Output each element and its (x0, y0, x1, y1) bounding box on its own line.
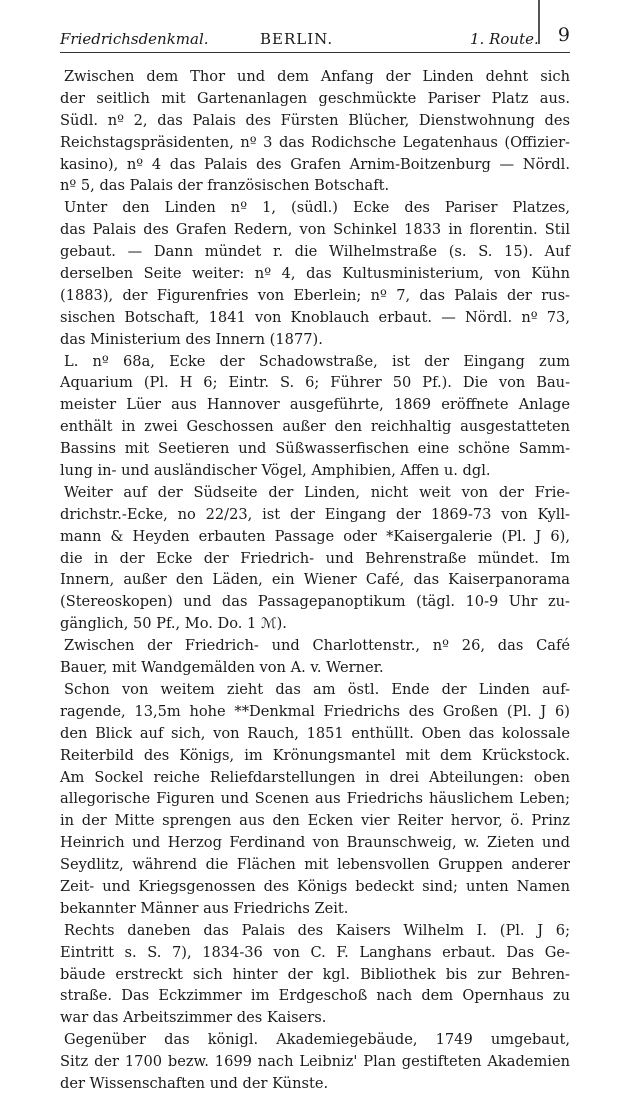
text-line: ragende, 13,5m hohe **Denkmal Friedrichs des Großen (Pl. J 6) (60, 702, 570, 720)
text-line: sischen Botschaft, 1841 von Knoblauch erbaut. — Nördl. nº 73, (60, 308, 570, 326)
text-line: Eintritt s. S. 7), 1834-36 von C. F. Langhans erbaut. Das Ge- (60, 943, 570, 961)
text-line: der Wissenschaften und der Künste. (60, 1074, 329, 1092)
text-line: Heinrich und Herzog Ferdinand von Braunschweig, w. Zieten und (60, 834, 570, 852)
text-line: Bauer, mit Wandgemälden von A. v. Werner. (60, 659, 384, 677)
text-line: bäude erstreckt sich hinter der kgl. Bibliothek bis zur Behren- (60, 965, 570, 983)
text-line: den Blick auf sich, von Rauch, 1851 enthüllt. Oben das kolossale (60, 724, 570, 742)
text-line: Unter den Linden nº 1, (südl.) Ecke des Pariser Platzes, (64, 199, 570, 217)
text-line: Weiter auf der Südseite der Linden, nicht weit von der Frie- (64, 483, 570, 501)
header-route: 1. Route. (470, 30, 539, 48)
text-line: gebaut. — Dann mündet r. die Wilhelmstraße (s. S. 15). Auf (60, 243, 570, 261)
text-line: kasino), nº 4 das Palais des Grafen Arnim-Boitzenburg — Nördl. (60, 155, 570, 173)
text-line: drichstr.-Ecke, no 22/23, ist der Eingang der 1869-73 von Kyll- (60, 505, 570, 523)
text-line: gänglich, 50 Pf., Mo. Do. 1 ℳ). (60, 615, 287, 633)
text-line: straße. Das Eckzimmer im Erdgeschoß nach dem Opernhaus zu (60, 987, 570, 1005)
text-line: Am Sockel reiche Reliefdarstellungen in drei Abteilungen: oben (60, 768, 570, 786)
text-line: meister Lüer aus Hannover ausgeführte, 1869 eröffnete Anlage (60, 396, 570, 414)
text-line: der seitlich mit Gartenanlagen geschmückte Pariser Platz aus. (60, 89, 570, 107)
running-header (60, 24, 570, 53)
text-line: die in der Ecke der Friedrich- und Behrenstraße mündet. Im (60, 549, 570, 567)
text-line: lung in- und ausländischer Vögel, Amphibien, Affen u. dgl. (60, 462, 491, 480)
text-line: Südl. nº 2, das Palais des Fürsten Blücher, Dienstwohnung des (60, 111, 570, 129)
page-body-text (60, 66, 570, 1095)
text-line: derselben Seite weiter: nº 4, das Kultusministerium, von Kühn (60, 265, 570, 283)
text-line: das Ministerium des Innern (1877). (60, 330, 323, 348)
text-line: Reichstagspräsidenten, nº 3 das Rodichsche Legatenhaus (Offizier- (60, 133, 570, 151)
text-line: Aquarium (Pl. H 6; Eintr. S. 6; Führer 50 Pf.). Die von Bau- (60, 374, 570, 392)
text-line: L. nº 68a, Ecke der Schadowstraße, ist der Eingang zum (64, 352, 570, 370)
text-line: Rechts daneben das Palais des Kaisers Wilhelm I. (Pl. J 6; (64, 921, 570, 939)
text-line: Schon von weitem zieht das am östl. Ende der Linden auf- (64, 680, 570, 698)
text-line: das Palais des Grafen Redern, von Schinkel 1833 in florentin. Stil (60, 221, 570, 239)
text-line: nº 5, das Palais der französischen Botschaft. (60, 177, 390, 195)
text-line: (Stereoskopen) und das Passagepanoptikum (tägl. 10-9 Uhr zu- (60, 593, 570, 611)
text-line: Zeit- und Kriegsgenossen des Königs bedeckt sind; unten Namen (60, 877, 570, 895)
text-line: Gegenüber das königl. Akademiegebäude, 1749 umgebaut, (64, 1031, 570, 1049)
text-line: Bassins mit Seetieren und Süßwasserfischen eine schöne Samm- (60, 440, 570, 458)
text-line: enthält in zwei Geschossen außer den reichhaltig ausgestatteten (60, 418, 570, 436)
text-line: Zwischen der Friedrich- und Charlottenstr., nº 26, das Café (64, 637, 570, 655)
text-line: Innern, außer den Läden, ein Wiener Café, das Kaiserpanorama (60, 571, 570, 589)
text-line: (1883), der Figurenfries von Eberlein; nº 7, das Palais der rus- (60, 286, 570, 304)
text-line: bekannter Männer aus Friedrichs Zeit. (60, 899, 349, 917)
text-line: in der Mitte sprengen aus den Ecken vier Reiter hervor, ö. Prinz (60, 812, 570, 830)
text-line: Reiterbild des Königs, im Krönungsmantel mit dem Krückstock. (60, 746, 570, 764)
text-line: Zwischen dem Thor und dem Anfang der Linden dehnt sich (64, 68, 570, 85)
header-city: BERLIN. (260, 30, 334, 48)
text-line: mann & Heyden erbauten Passage oder *Kaisergalerie (Pl. J 6), (60, 527, 570, 545)
text-line: allegorische Figuren und Scenen aus Friedrichs häuslichem Leben; (60, 790, 570, 808)
page-number: 9 (557, 24, 570, 46)
text-line: war das Arbeitszimmer des Kaisers. (60, 1009, 327, 1027)
text-line: Seydlitz, während die Flächen mit lebensvollen Gruppen anderer (60, 856, 570, 874)
text-line: Sitz der 1700 bezw. 1699 nach Leibniz' Plan gestifteten Akademien (60, 1053, 570, 1071)
header-section-title: Friedrichsdenkmal. (60, 30, 209, 48)
